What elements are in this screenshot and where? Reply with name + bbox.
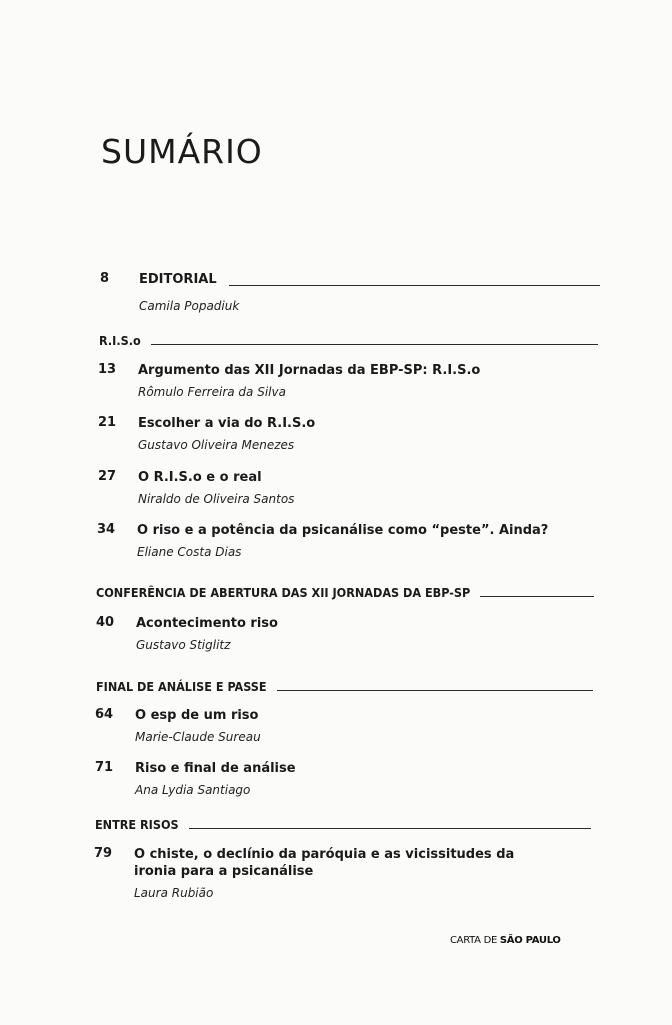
page-number: 8 <box>100 271 110 286</box>
entry-author: Rômulo Ferreira da Silva <box>138 385 286 399</box>
toc-entry[interactable] <box>98 415 598 455</box>
entry-title: O R.I.S.o e o real <box>138 470 262 485</box>
entry-author: Eliane Costa Dias <box>137 545 242 559</box>
toc-entry[interactable] <box>95 760 595 800</box>
page-title: SUMÁRIO <box>101 132 263 171</box>
entry-author: Marie-Claude Sureau <box>135 730 261 744</box>
divider-rule <box>277 690 593 691</box>
entry-author: Camila Popadiuk <box>139 299 240 313</box>
entry-title: O esp de um riso <box>135 708 259 723</box>
page-number: 71 <box>95 760 114 775</box>
entry-author: Laura Rubião <box>134 886 214 900</box>
entry-title: Escolher a via do R.I.S.o <box>138 416 316 431</box>
section-heading-label: CONFERÊNCIA DE ABERTURA DAS XII JORNADAS DA EBP-SP <box>96 585 471 600</box>
entry-title: Argumento das XII Jornadas da EBP-SP: R.I.S.o <box>138 363 481 378</box>
entry-title: Riso e final de análise <box>135 761 296 776</box>
entry-title: O riso e a potência da psicanálise como “peste”. Ainda? <box>137 523 549 538</box>
page-number: 64 <box>95 707 114 722</box>
footer-part2: SÃO PAULO <box>499 935 561 946</box>
entry-title: O chiste, o declínio da paróquia e as vicissitudes da ironia para a psicanálise <box>134 847 515 879</box>
toc-entry[interactable] <box>94 846 594 902</box>
divider-rule <box>480 596 594 597</box>
page-number: 13 <box>98 362 117 377</box>
entry-author: Gustavo Oliveira Menezes <box>138 438 295 452</box>
entry-author: Gustavo Stiglitz <box>136 638 231 652</box>
section-heading-label: R.I.S.o <box>99 333 141 348</box>
divider-rule <box>189 828 591 829</box>
page-number: 40 <box>96 615 115 630</box>
page-number: 21 <box>98 415 117 430</box>
entry-author: Ana Lydia Santiago <box>135 783 251 797</box>
section-heading-conferencia <box>96 585 594 600</box>
footer-part1: CARTA DE <box>450 935 498 946</box>
section-heading-label: FINAL DE ANÁLISE E PASSE <box>96 679 267 694</box>
page-number: 79 <box>94 846 113 861</box>
section-heading-final-de-analise <box>96 679 593 694</box>
page-number: 34 <box>97 522 116 537</box>
divider-rule <box>229 285 600 286</box>
toc-entry[interactable] <box>96 615 596 655</box>
section-heading-riso <box>99 333 598 348</box>
toc-entry[interactable] <box>98 469 598 509</box>
section-heading-label: ENTRE RISOS <box>95 817 179 832</box>
toc-entry-editorial[interactable] <box>100 271 600 319</box>
publication-footer <box>450 935 561 946</box>
divider-rule <box>151 344 598 345</box>
toc-entry[interactable] <box>97 522 597 562</box>
toc-entry[interactable] <box>95 707 595 747</box>
section-heading-entre-risos <box>95 817 591 832</box>
entry-title: Acontecimento riso <box>136 616 278 631</box>
entry-author: Niraldo de Oliveira Santos <box>138 492 295 506</box>
toc-entry[interactable] <box>98 362 598 402</box>
entry-title: EDITORIAL <box>139 272 217 287</box>
page-number: 27 <box>98 469 117 484</box>
